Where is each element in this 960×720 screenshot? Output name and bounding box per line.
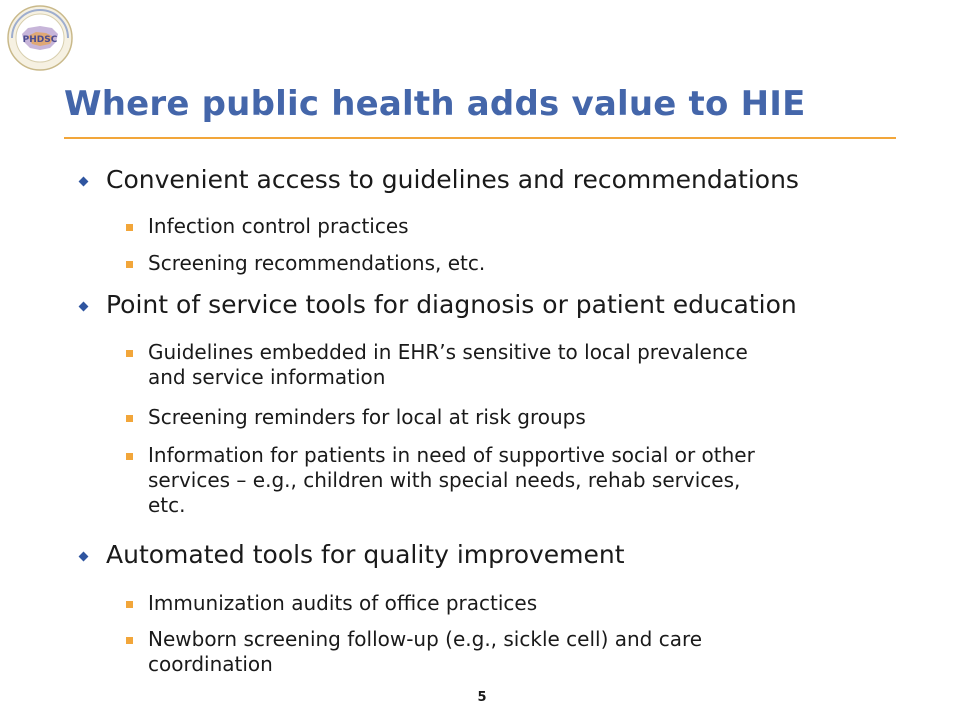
diamond-bullet-icon	[79, 177, 89, 187]
square-bullet-icon	[126, 261, 133, 268]
bullet-level2	[148, 214, 409, 239]
bullet-line: Screening recommendations, etc.	[148, 251, 486, 275]
bullet-level2	[148, 405, 586, 430]
square-bullet-icon	[126, 637, 133, 644]
bullet-text: Point of service tools for diagnosis or patient education	[106, 290, 797, 319]
bullet-line: Infection control practices	[148, 214, 409, 238]
logo-text: PHDSC	[22, 35, 58, 45]
bullet-text: Convenient access to guidelines and recommendations	[106, 165, 799, 194]
diamond-bullet-icon	[79, 302, 89, 312]
bullet-level2	[148, 251, 485, 276]
page-number: 5	[477, 690, 487, 705]
square-bullet-icon	[126, 415, 133, 422]
bullet-level1	[106, 290, 797, 320]
bullet-line: Guidelines embedded in EHR’s sensitive to local prevalence	[148, 340, 748, 364]
bullet-level2	[148, 591, 537, 616]
bullet-level1	[106, 165, 799, 195]
square-bullet-icon	[126, 224, 133, 231]
square-bullet-icon	[126, 350, 133, 357]
bullet-text: Automated tools for quality improvement	[106, 540, 625, 569]
bullet-line: and service information	[148, 365, 386, 389]
diamond-bullet-icon	[79, 552, 89, 562]
slide-title: Where public health adds value to HIE	[64, 84, 806, 124]
bullet-line: etc.	[148, 493, 186, 517]
bullet-level2	[148, 443, 755, 518]
square-bullet-icon	[126, 601, 133, 608]
bullet-level2	[148, 627, 702, 677]
bullet-line: coordination	[148, 652, 273, 676]
bullet-line: Screening reminders for local at risk groups	[148, 405, 586, 429]
bullet-level2	[148, 340, 748, 390]
bullet-line: Immunization audits of office practices	[148, 591, 538, 615]
bullet-line: Information for patients in need of supportive social or other	[148, 443, 755, 467]
bullet-line: Newborn screening follow-up (e.g., sickle cell) and care	[148, 627, 703, 651]
bullet-line: services – e.g., children with special needs, rehab services,	[148, 468, 741, 492]
bullet-level1	[106, 540, 625, 570]
square-bullet-icon	[126, 453, 133, 460]
